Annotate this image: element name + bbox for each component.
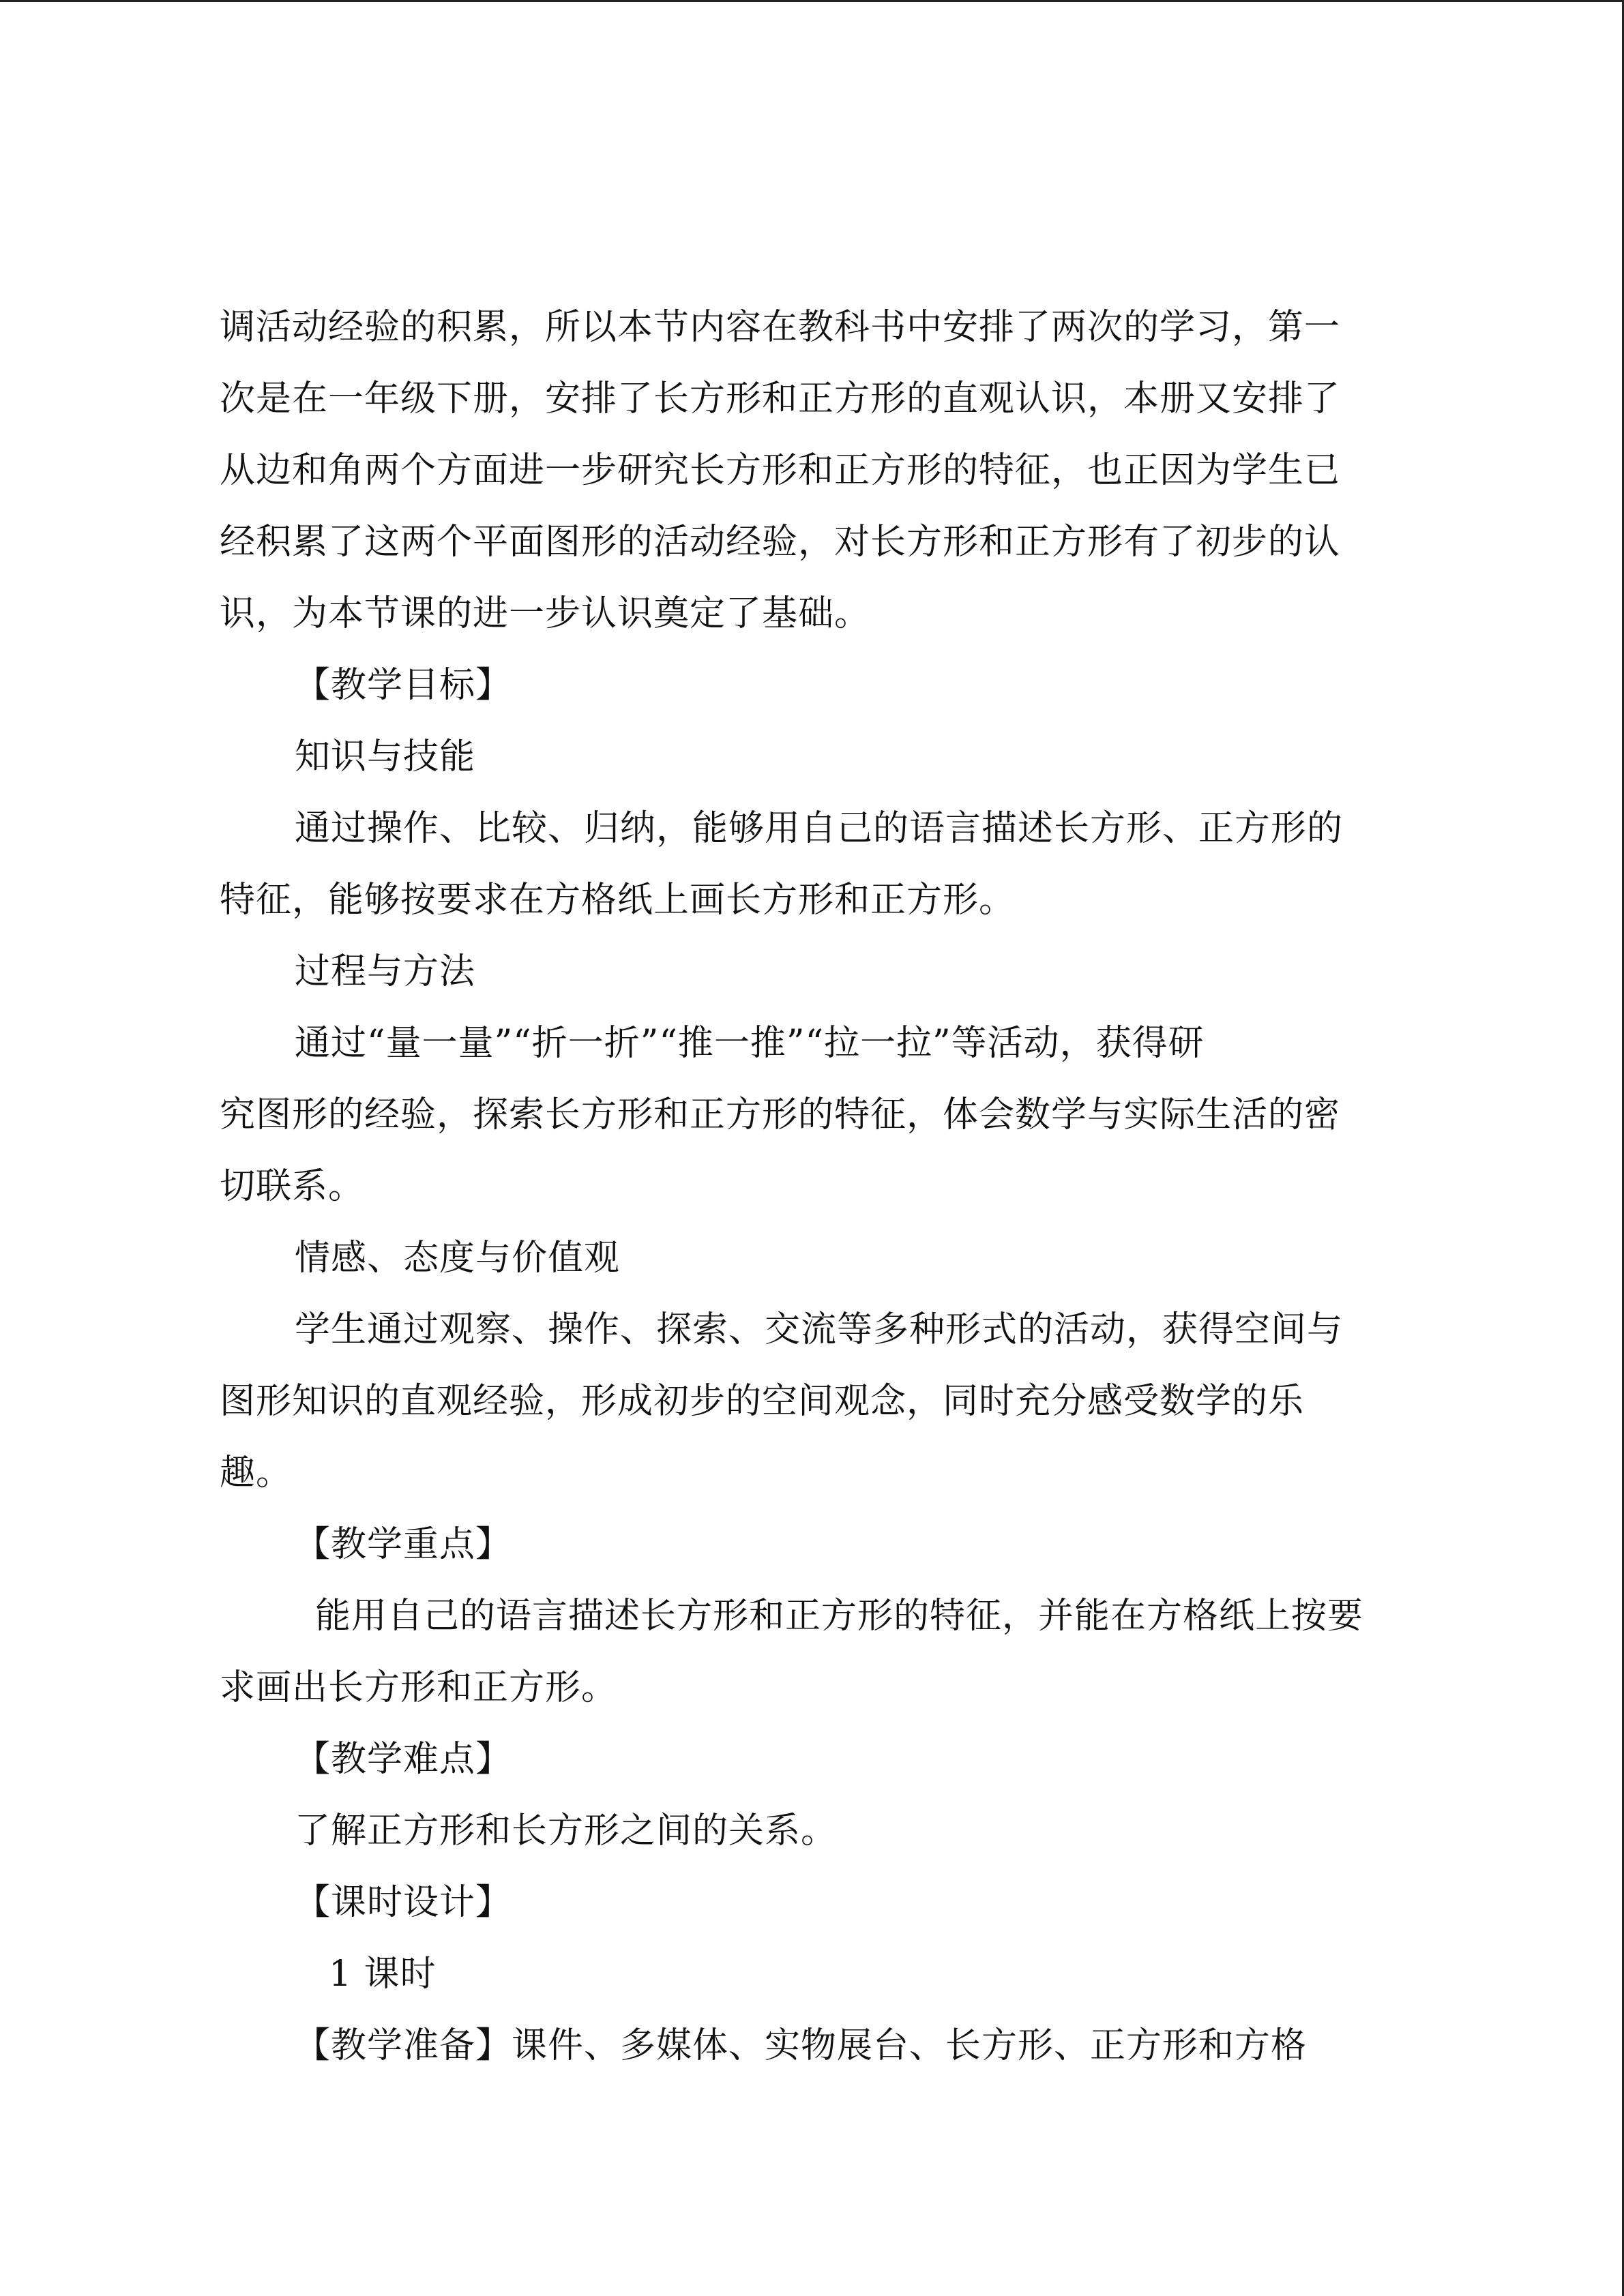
section-heading-preparation: 【教学准备】课件、多媒体、实物展台、长方形、正方形和方格 [295,2025,1308,2066]
text-line: 学生通过观察、操作、探索、交流等多种形式的活动，获得空间与 [295,1309,1344,1350]
text-line: 特征，能够按要求在方格纸上画长方形和正方形。 [220,880,1016,921]
text-line: 图形知识的直观经验，形成初步的空间观念，同时充分感受数学的乐 [220,1381,1305,1422]
text-line: 了解正方形和长方形之间的关系。 [295,1810,838,1851]
text-line: 究图形的经验，探索长方形和正方形的特征，体会数学与实际生活的密 [220,1094,1341,1135]
text-line: 求画出长方形和正方形。 [220,1667,618,1708]
text-line: 次是在一年级下册，安排了长方形和正方形的直观认识，本册又安排了 [220,378,1341,419]
text-line: 能用自己的语言描述长方形和正方形的特征，并能在方格纸上按要 [315,1596,1364,1637]
subheading-process-methods: 过程与方法 [295,951,476,992]
subheading-emotion-attitude-values: 情感、态度与价值观 [295,1238,621,1279]
subheading-knowledge-skills: 知识与技能 [295,736,476,777]
text-line: 切联系。 [220,1166,365,1207]
text-line: 调活动经验的积累，所以本节内容在教科书中安排了两次的学习，第一 [220,307,1341,348]
section-heading-lesson-design: 【课时设计】 [295,1882,512,1923]
text-line: 识，为本节课的进一步认识奠定了基础。 [220,593,871,634]
text-line: 经积累了这两个平面图形的活动经验，对长方形和正方形有了初步的认 [220,522,1341,563]
section-heading-key-points: 【教学重点】 [295,1524,512,1565]
section-heading-difficulties: 【教学难点】 [295,1739,512,1780]
text-line: 通过操作、比较、归纳，能够用自己的语言描述长方形、正方形的 [295,808,1344,849]
section-heading-teaching-objectives: 【教学目标】 [295,665,512,706]
document-body [220,292,1420,2082]
text-line: 趣。 [220,1452,293,1493]
lesson-count: 1 课时 [329,1954,437,1995]
text-line: 通过“量一量”“折一折”“推一推”“拉一拉”等活动，获得研 [295,1023,1205,1064]
text-line: 从边和角两个方面进一步研究长方形和正方形的特征，也正因为学生已 [220,450,1341,491]
